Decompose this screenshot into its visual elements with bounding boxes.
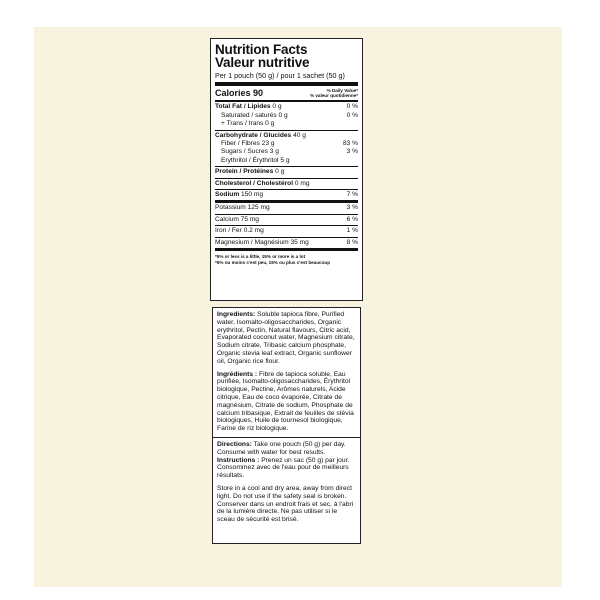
ingredients-en — [217, 311, 356, 366]
saturated-row — [215, 112, 358, 120]
carb-label: Carbohydrate / Glucides — [215, 131, 292, 139]
cholesterol-amount: 0 mg — [294, 179, 310, 187]
divider — [213, 437, 360, 438]
iron-row — [215, 227, 358, 235]
total-fat-label: Total Fat / Lipides — [215, 103, 271, 111]
saturated-label: Saturated / saturés 0 g — [221, 111, 288, 119]
potassium-section — [215, 203, 358, 214]
sodium-label: Sodium — [215, 191, 240, 199]
trans-row — [215, 120, 358, 128]
daily-value-fr: % valeur quotidienne* — [310, 93, 358, 99]
total-fat-pct: 0 % — [346, 103, 358, 111]
fiber-pct: 83 % — [342, 140, 358, 148]
ingredients-en-text: Soluble tapioca fibre, Purified water, Isomalto-oligosaccharides, Organic erythritol, Pectin, Natural flavours, Citric acid, Evaporated coconut water, Magnesium citrate, Sodium citrate, Tribasic calcium phosphate, Organic stevia leaf extract, Organic sunflower oil, Organic rice flour. — [217, 311, 355, 365]
storage-fr: Conserver dans un endroit frais et sec, à l'abri de la lumière directe. Ne pas utiliser si le sceau de sécurité est brisé. — [217, 500, 354, 524]
directions-en — [217, 441, 356, 457]
sodium-section — [215, 190, 358, 203]
daily-value-header — [310, 88, 358, 98]
sugars-label: Sugars / Sucres 3 g — [221, 148, 279, 156]
calories-label: Calories 90 — [215, 88, 264, 98]
erythritol-row — [215, 157, 358, 165]
ingredients-fr-label: Ingrédients : — [217, 370, 258, 378]
cholesterol-row — [215, 180, 358, 188]
saturated-pct: 0 % — [346, 111, 358, 119]
sodium-pct: 7 % — [346, 191, 358, 199]
nutrition-facts-table — [210, 38, 363, 301]
iron-pct: 1 % — [346, 227, 358, 235]
footnote-fr: *5% ou moins c'est peu, 15% ou plus c'est beaucoup — [215, 259, 331, 265]
calcium-section — [215, 215, 358, 226]
sodium-row — [215, 191, 358, 199]
ingredients-fr — [217, 371, 356, 433]
fat-section — [215, 102, 358, 130]
potassium-pct: 3 % — [346, 204, 358, 212]
iron-section — [215, 226, 358, 237]
potassium-label: Potassium 125 mg — [215, 204, 270, 212]
total-fat-amount: 0 g — [272, 103, 282, 111]
nutrition-title-en: Nutrition Facts — [215, 42, 308, 57]
calcium-label: Calcium 75 mg — [215, 215, 259, 223]
sugars-pct: 3 % — [346, 148, 358, 156]
protein-section — [215, 167, 358, 178]
sugars-row — [215, 148, 358, 156]
carb-row — [215, 132, 358, 140]
magnesium-row — [215, 239, 358, 247]
carb-amount: 40 g — [293, 131, 306, 139]
protein-label: Protein / Protéines — [215, 168, 274, 176]
magnesium-pct: 8 % — [346, 238, 358, 246]
ingredients-en-label: Ingredients: — [217, 311, 256, 318]
footnote-en: *5% or less is a little, 15% or more is a lot — [215, 254, 306, 260]
trans-label: + Trans / trans 0 g — [221, 120, 275, 128]
total-fat-row — [215, 103, 358, 111]
directions-text: Take one pouch (50 g) per day. Consume with water for best results. — [217, 440, 346, 456]
ingredients-panel — [212, 307, 361, 544]
footnote — [215, 251, 358, 265]
cholesterol-section — [215, 179, 358, 190]
calcium-row — [215, 216, 358, 224]
fiber-row — [215, 140, 358, 148]
serving-size: Per 1 pouch (50 g) / pour 1 sachet (50 g) — [215, 71, 358, 86]
cholesterol-label: Cholesterol / Cholestérol — [215, 179, 294, 187]
calories-row — [215, 86, 358, 102]
instructions-text: Prenez un sac (50 g) par jour. Consommez avec de l'eau pour de meilleurs résultats. — [217, 456, 350, 480]
protein-amount: 0 g — [275, 168, 285, 176]
magnesium-section — [215, 238, 358, 251]
carb-section — [215, 131, 358, 168]
potassium-row — [215, 204, 358, 212]
nutrition-title-fr: Valeur nutritive — [215, 55, 310, 70]
daily-value-en: % Daily Value* — [326, 88, 358, 93]
fiber-label: Fiber / Fibres 23 g — [221, 140, 275, 148]
iron-label: Iron / Fer 0.2 mg — [215, 227, 264, 235]
instructions-label: Instructions : — [217, 456, 260, 464]
directions-label: Directions: — [217, 440, 252, 448]
instructions-fr — [217, 457, 356, 480]
protein-row — [215, 168, 358, 176]
calcium-pct: 6 % — [346, 215, 358, 223]
sodium-amount: 150 mg — [241, 191, 264, 199]
ingredients-fr-text: Fibre de tapioca soluble, Eau purifiée, Isomalto-oligosaccharides, Érythritol biologique, Pectine, Arômes naturels, Acide citrique, Eau de coco évaporée, Citrate de magnésium, Citrate de sodium, Phosphate de calcium tribasique, Extrait de feuilles de stévia biologiques, Huile de tournesol biologique, Farine de riz biologique. — [217, 370, 354, 433]
magnesium-label: Magnesium / Magnésium 35 mg — [215, 238, 309, 246]
erythritol-label: Erythritol / Érythritol 5 g — [221, 156, 290, 164]
storage-en: Store in a cool and dry area, away from direct light. Do not use if the safety seal is broken. — [217, 484, 352, 500]
